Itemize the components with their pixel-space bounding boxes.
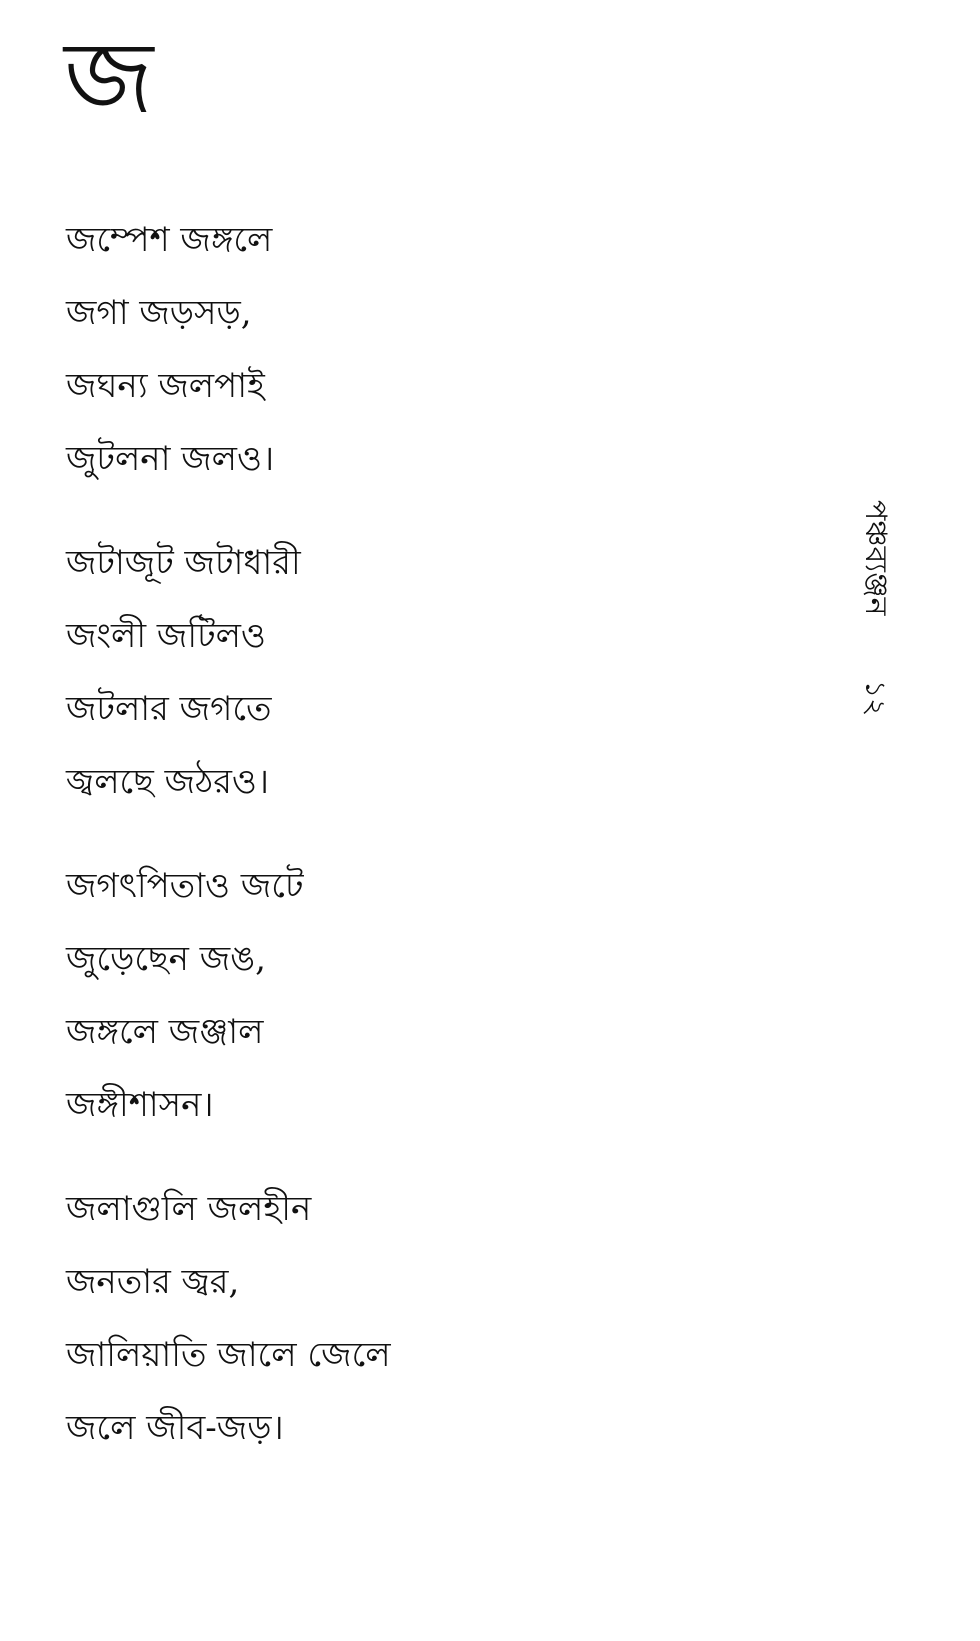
stanza-2 <box>66 545 786 800</box>
page-number: ১২ <box>859 680 892 717</box>
stanza-4 <box>66 1191 786 1446</box>
poem-line: জটলার জগতে <box>66 689 272 729</box>
page-heading: জ <box>64 19 154 136</box>
running-header <box>840 500 900 750</box>
poem-line: জালিয়াতি জালে জেলে <box>66 1335 391 1375</box>
stanza-1 <box>66 222 786 477</box>
poem-line: জম্পেশ জঙ্গলে <box>66 220 273 260</box>
poem-line: জলাগুলি জলহীন <box>66 1189 312 1229</box>
poem-line: জলে জীব-জড়। <box>66 1408 284 1448</box>
stanza-3 <box>66 868 786 1123</box>
book-title: পঞ্চব্যঞ্জন <box>858 500 893 616</box>
poem-line: জংলী জটিলও <box>66 616 266 656</box>
poem-line: জঙ্গীশাসন। <box>66 1085 214 1125</box>
poem-line: জগা জড়সড়, <box>66 293 252 333</box>
poem <box>66 222 786 1514</box>
poem-line: জুটলনা জলও। <box>66 439 275 479</box>
poem-line: জুড়েছেন জঙ, <box>66 939 266 979</box>
poem-line: জঘন্য জলপাই <box>66 366 265 406</box>
poem-line: জগৎপিতাও জটে <box>66 866 304 906</box>
poem-line: জ্বলছে জঠরও। <box>66 762 270 802</box>
poem-line: জনতার জ্বর, <box>66 1262 240 1302</box>
poem-line: জটাজূট জটাধারী <box>66 543 301 583</box>
poem-line: জঙ্গলে জঞ্জাল <box>66 1012 264 1052</box>
